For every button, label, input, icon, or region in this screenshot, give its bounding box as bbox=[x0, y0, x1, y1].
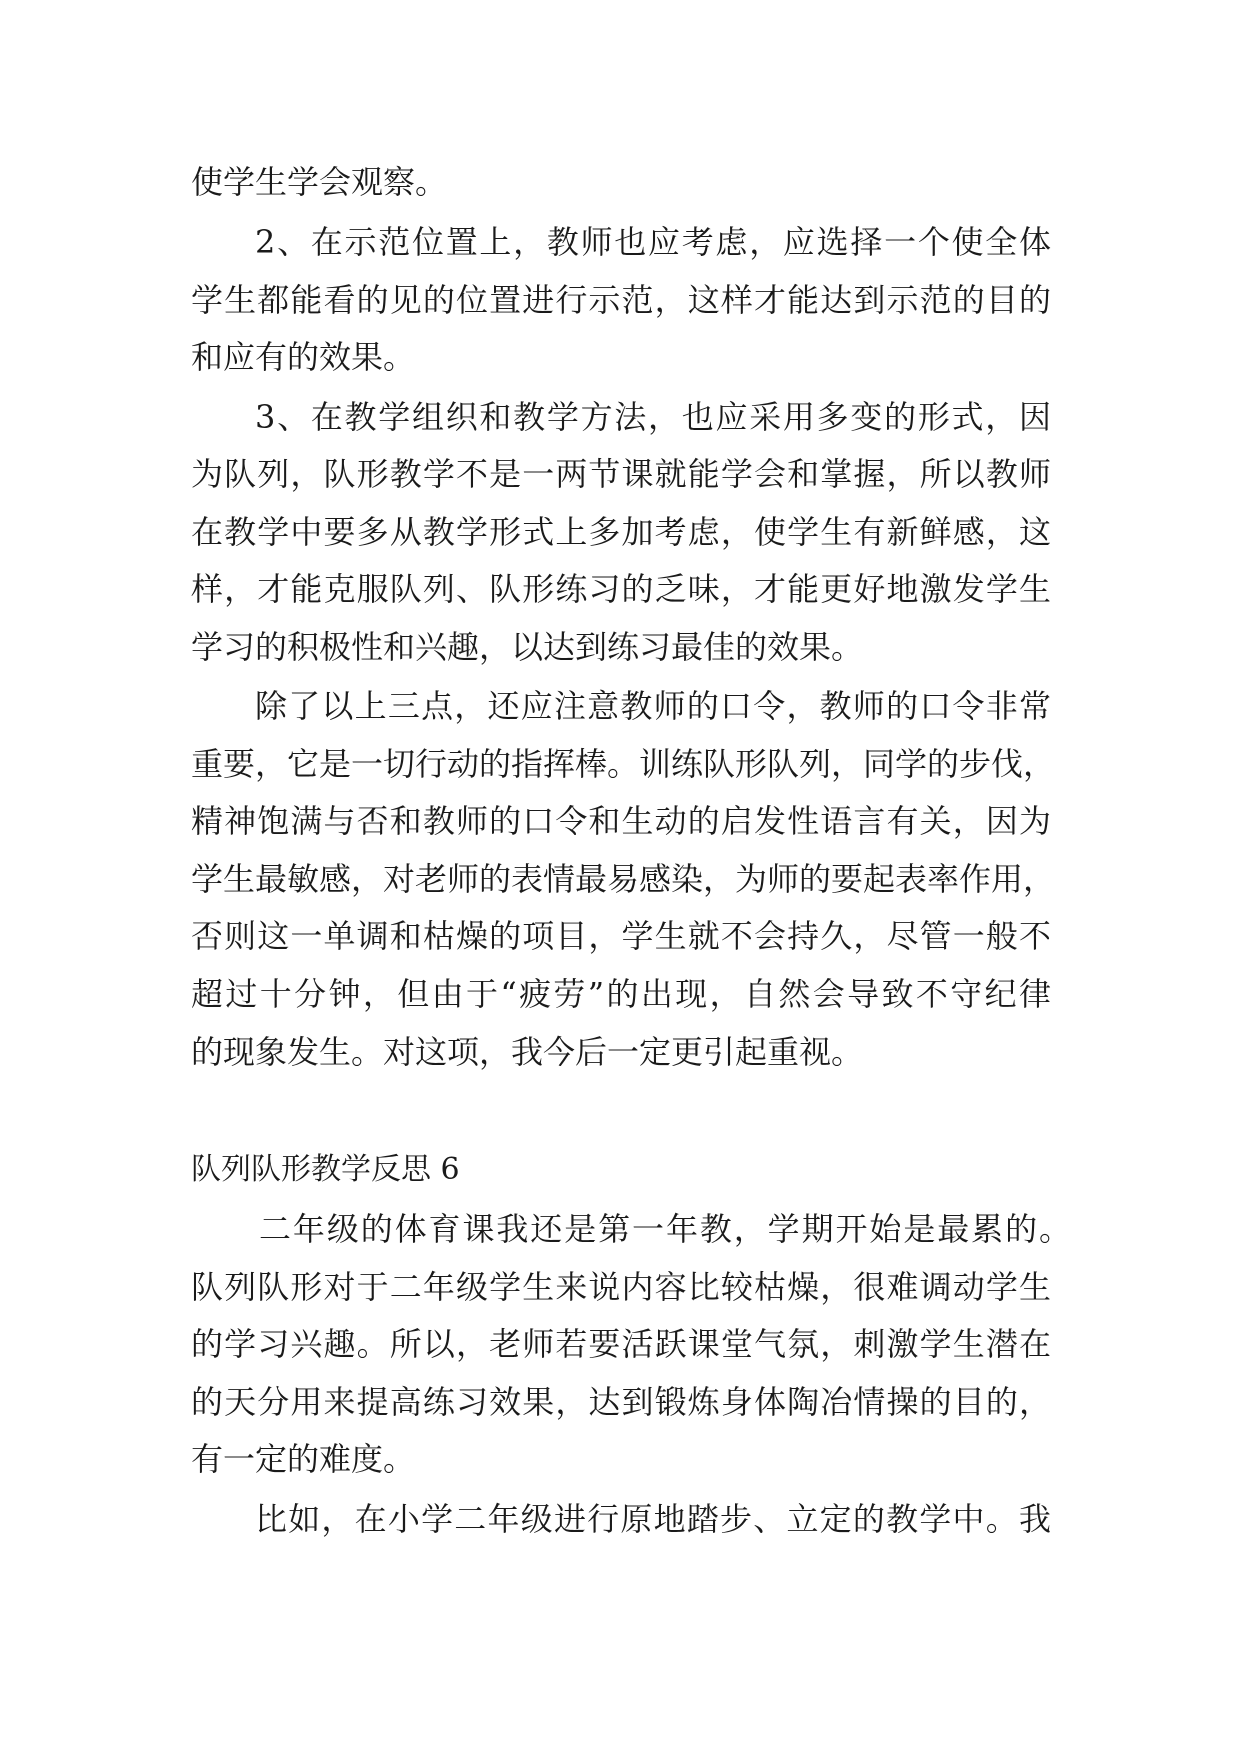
text-line: 超过十分钟，但由于“疲劳”的出现，自然会导致不守纪律 bbox=[191, 975, 1051, 1013]
text-line: 为队列，队形教学不是一两节课就能学会和掌握，所以教师 bbox=[191, 455, 1051, 493]
text-line: 使学生学会观察。 bbox=[191, 163, 448, 201]
text-line: 学生最敏感，对老师的表情最易感染，为师的要起表率作用， bbox=[191, 860, 1056, 898]
text-line: 2、在示范位置上，教师也应考虑，应选择一个使全体 bbox=[255, 223, 1051, 261]
text-line: 队列队形对于二年级学生来说内容比较枯燥，很难调动学生 bbox=[191, 1268, 1051, 1306]
text-line: 的现象发生。对这项，我今后一定更引起重视。 bbox=[191, 1033, 864, 1071]
text-line: 的学习兴趣。所以，老师若要活跃课堂气氛，刺激学生潜在 bbox=[191, 1325, 1051, 1363]
text-line: 学习的积极性和兴趣，以达到练习最佳的效果。 bbox=[191, 628, 864, 666]
text-line: 重要，它是一切行动的指挥棒。训练队形队列，同学的步伐， bbox=[191, 745, 1056, 783]
text-line: 的天分用来提高练习效果，达到锻炼身体陶冶情操的目的， bbox=[191, 1383, 1051, 1421]
text-line: 在教学中要多从教学形式上多加考虑，使学生有新鲜感，这 bbox=[191, 513, 1051, 551]
text-line: 二年级的体育课我还是第一年教，学期开始是最累的。 bbox=[259, 1210, 1071, 1248]
text-line: 除了以上三点，还应注意教师的口令，教师的口令非常 bbox=[255, 687, 1051, 725]
text-line: 和应有的效果。 bbox=[191, 338, 416, 376]
section-heading: 队列队形教学反思 6 bbox=[191, 1152, 460, 1187]
text-line: 样，才能克服队列、队形练习的乏味，才能更好地激发学生 bbox=[191, 570, 1051, 608]
text-line: 比如，在小学二年级进行原地踏步、立定的教学中。我 bbox=[255, 1500, 1051, 1538]
text-line: 有一定的难度。 bbox=[191, 1440, 416, 1478]
text-line: 精神饱满与否和教师的口令和生动的启发性语言有关，因为 bbox=[191, 802, 1051, 840]
text-line: 否则这一单调和枯燥的项目，学生就不会持久，尽管一般不 bbox=[191, 917, 1051, 955]
text-line: 学生都能看的见的位置进行示范，这样才能达到示范的目的 bbox=[191, 281, 1051, 319]
text-line: 3、在教学组织和教学方法，也应采用多变的形式，因 bbox=[255, 398, 1051, 436]
